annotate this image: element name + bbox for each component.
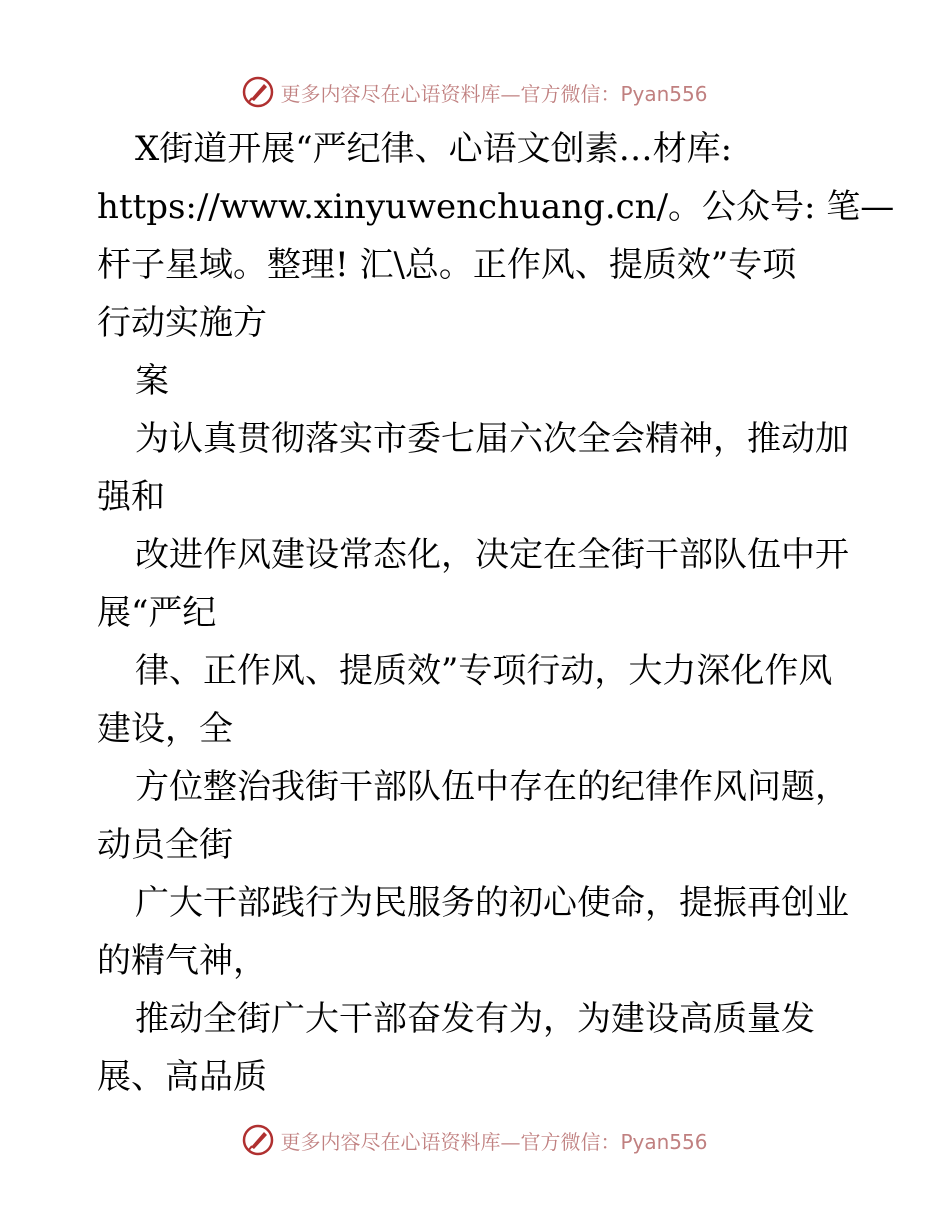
document-line: 动员全街 bbox=[97, 825, 233, 865]
footer-watermark-banner bbox=[0, 1120, 950, 1160]
document-line: 杆子星域。整理! 汇\总。正作风、提质效”专项 bbox=[97, 245, 797, 285]
document-line: 的精气神， bbox=[97, 941, 267, 981]
banner-wechat-text: 官方微信：Pyan556 bbox=[520, 81, 708, 106]
document-line: X街道开展“严纪律、心语文创素…材库: bbox=[135, 129, 733, 169]
banner-site-text: 更多内容尽在心语资料库— bbox=[280, 81, 521, 106]
banner-site-text: 更多内容尽在心语资料库— bbox=[280, 1129, 521, 1154]
document-line: 展、高品质 bbox=[97, 1057, 267, 1097]
document-line: 行动实施方 bbox=[97, 303, 267, 343]
document-line: 为认真贯彻落实市委七届六次全会精神，推动加 bbox=[135, 419, 849, 459]
document-line: 强和 bbox=[97, 477, 165, 517]
document-line: 广大干部践行为民服务的初心使命，提振再创业 bbox=[135, 883, 849, 923]
document-line: 展“严纪 bbox=[97, 593, 217, 633]
banner-wechat-text: 官方微信：Pyan556 bbox=[520, 1129, 708, 1154]
document-line: 建设，全 bbox=[97, 709, 233, 749]
document-line: 方位整治我街干部队伍中存在的纪律作风问题， bbox=[135, 767, 849, 807]
document-line: 案 bbox=[135, 361, 169, 401]
header-watermark-banner bbox=[0, 72, 950, 112]
document-body bbox=[97, 120, 895, 1106]
quill-logo-icon bbox=[242, 1124, 274, 1156]
quill-logo-icon bbox=[242, 76, 274, 108]
document-line: https://www.xinyuwenchuang.cn/。公众号: 笔— bbox=[97, 187, 895, 227]
document-line: 改进作风建设常态化，决定在全街干部队伍中开 bbox=[135, 535, 849, 575]
document-line: 推动全街广大干部奋发有为，为建设高质量发 bbox=[135, 999, 815, 1039]
document-line: 律、正作风、提质效”专项行动，大力深化作风 bbox=[135, 651, 833, 691]
